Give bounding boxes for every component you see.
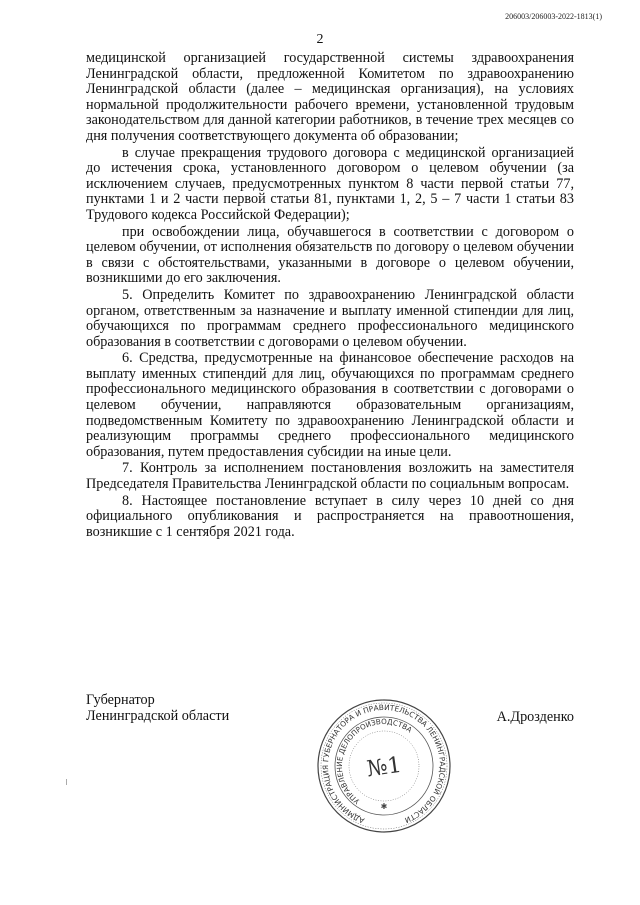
signatory-region: Ленинградской области <box>86 708 230 724</box>
seal-star-icon: ✱ <box>380 802 388 811</box>
paragraph: медицинской организацией государственной системы здравоохранения Ленинградской области, предложенной Комитетом по здравоохранению Ленинградской области (далее – медицинская организация), на условиях нормальной продолжительности рабочего времени, установленной трудовым законодательством для данной категории работников, в течение трех месяцев со дня получения соответствующего документа об образовании; <box>86 50 574 144</box>
signatory-title <box>86 692 229 724</box>
document-body <box>86 51 574 540</box>
seal-number: №1 <box>365 752 404 783</box>
paragraph: 8. Настоящее постановление вступает в силу через 10 дней со дня официального опубликования и распространяется на правоотношения, возникшие с 1 сентября 2021 года. <box>86 492 574 540</box>
document-number: 206003/206003-2022-1813(1) <box>505 12 602 21</box>
margin-mark <box>66 779 67 785</box>
paragraph: 5. Определить Комитет по здравоохранению Ленинградской области органом, ответственным за назначение и выплату именной стипендии для лиц, обучающихся по программам среднего профессионального медицинского образования в соответствии с договорами о целевом обучении. <box>86 286 574 350</box>
paragraph: в случае прекращения трудового договора с медицинской организацией до истечения срока, установленного договором о целевом обучении (за исключением случаев, предусмотренных пунктом 8 части первой статьи 77, пунктами 1 и 2 части первой статьи 81, пунктами 1, 2, 5 – 7 части 1 статьи 83 Трудового кодекса Российской Федерации); <box>86 144 574 223</box>
page-number: 2 <box>316 32 324 47</box>
seal-inner-text: УПРАВЛЕНИЕ ДЕЛОПРОИЗВОДСТВА <box>334 716 414 807</box>
seal-outer-text: АДМИНИСТРАЦИЯ ГУБЕРНАТОРА И ПРАВИТЕЛЬСТВА ЛЕНИНГРАДСКОЙ ОБЛАСТИ <box>320 702 448 826</box>
paragraph: при освобождении лица, обучавшегося в соответствии с договором о целевом обучении, от исполнения обязательств по договору о целевом обучении в связи с обстоятельствами, указанными в договоре о целевом обучении, возникшими до его заключения. <box>86 223 574 287</box>
signatory-name: А.Дрозденко <box>496 709 574 725</box>
signatory-position: Губернатор <box>86 692 155 708</box>
official-seal <box>315 697 453 835</box>
paragraph: 6. Средства, предусмотренные на финансовое обеспечение расходов на выплату именных стипендий для лиц, обучающихся по программам среднего профессионального медицинского образования в соответствии с договорами о целевом обучении, направляются образовательным организациям, подведомственным Комитету по здравоохранению Ленинградской области и реализующим программы среднего профессионального медицинского образования, путем предоставления субсидии на иные цели. <box>86 350 574 460</box>
paragraph: 7. Контроль за исполнением постановления возложить на заместителя Председателя Правительства Ленинградской области по социальным вопросам. <box>86 460 574 493</box>
